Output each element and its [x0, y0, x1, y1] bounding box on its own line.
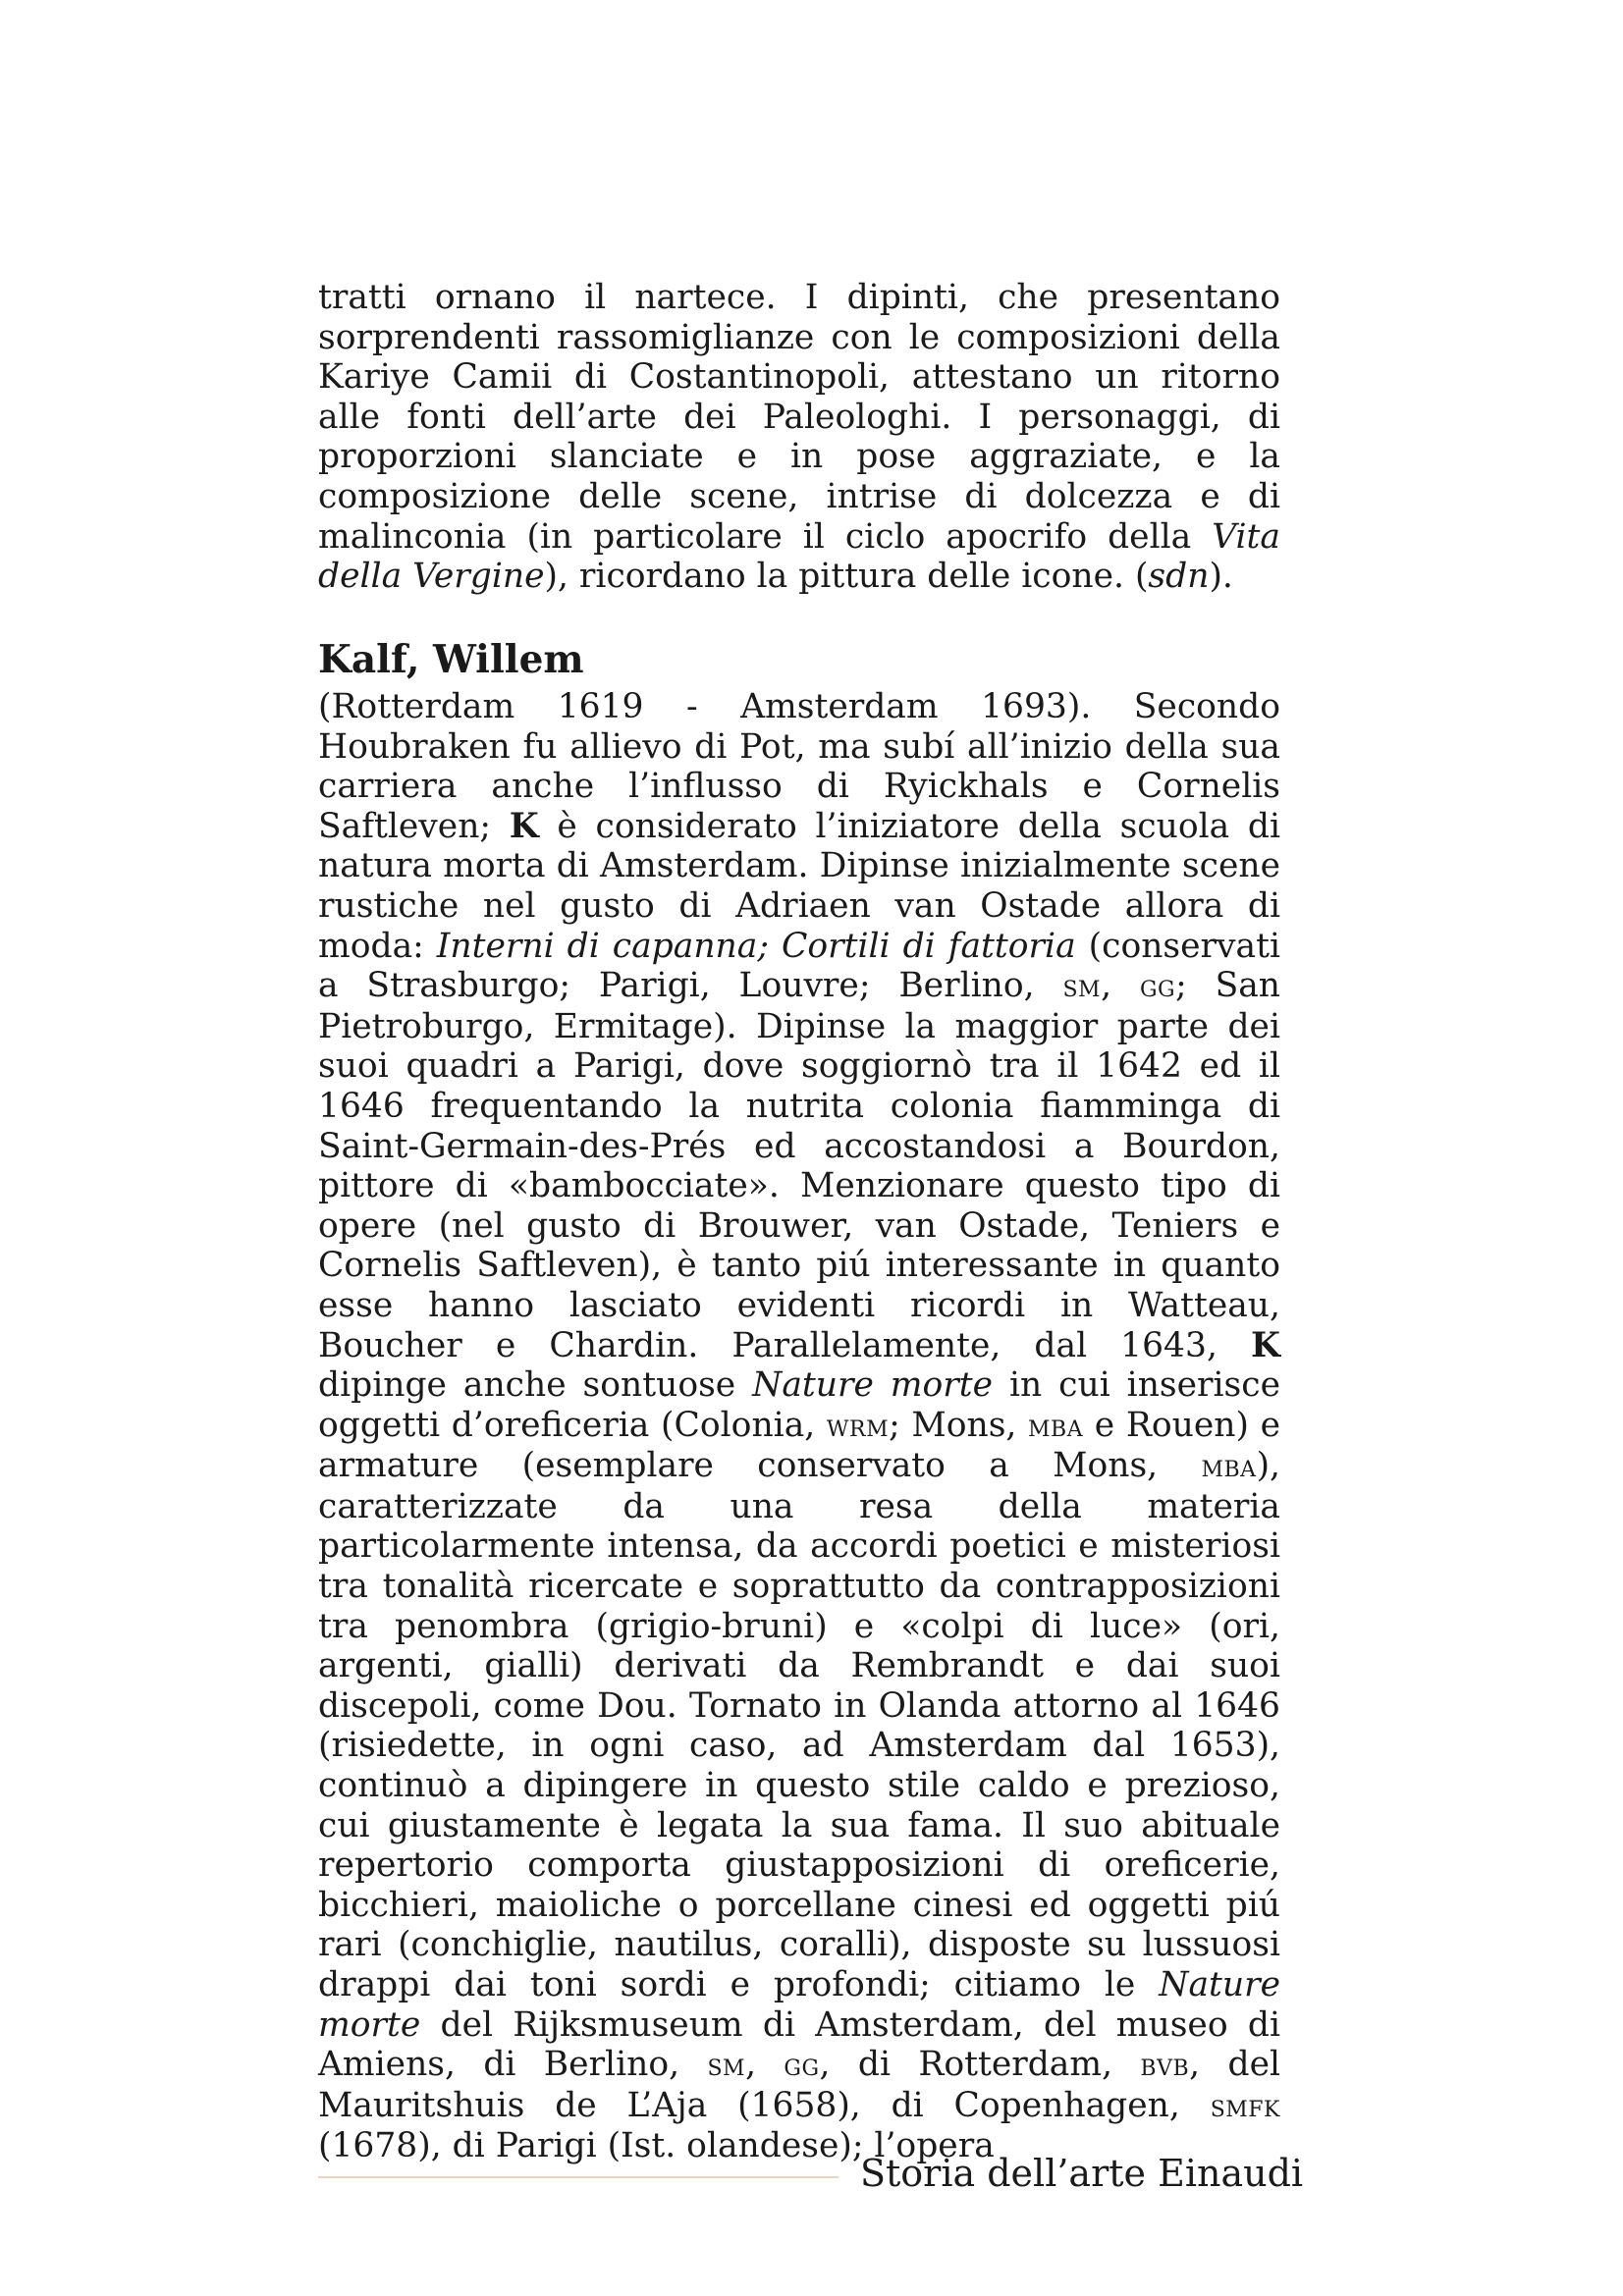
- text-segment: tratti ornano il nartece. I dipinti, che presentano sorprendenti rassomiglianze con le composizioni della Kariye Camii di Costantinopoli, attestano un ritorno alle fonti dell’arte dei Paleologhi. I personaggi, di proporzioni slanciate e in pose aggraziate, e la composizione delle scene, intrise di dolcezza e di malinconia (in particolare il ciclo apocrifo della: [318, 278, 1280, 557]
- italic-title: Vita della Vergine: [318, 516, 1280, 597]
- entry-heading: Kalf, Willem: [318, 637, 584, 682]
- text-segment: in cui inserisce oggetti d’oreficeria (Colonia,: [318, 1365, 1281, 1445]
- text-segment: del Rijksmuseum di Amsterdam, del museo di Amiens, di Berlino,: [318, 2004, 1280, 2085]
- abbreviation: bvb: [1140, 2048, 1190, 2084]
- entry-text: [318, 687, 1280, 2166]
- text-segment: ,: [1101, 966, 1140, 1006]
- italic-title: Nature morte: [752, 1365, 994, 1406]
- text-segment: dipinge anche sontuose: [318, 1365, 753, 1406]
- author-initials: sdn: [1148, 557, 1210, 597]
- text-segment: (Rotterdam 1619 - Amsterdam 1693). Secondo Houbraken fu allievo di Pot, ma subí all’inizio della sua carriera anche l’influsso di Ryickhals e Cornelis Saftleven;: [318, 687, 1280, 846]
- abbreviation: sm: [707, 2048, 746, 2084]
- text-segment: ).: [1209, 557, 1233, 597]
- text-segment: è considerato l’iniziatore della scuola di natura morta di Amsterdam. Dipinse inizialmente scene rustiche nel gusto di Adriaen van Ostade allora di moda:: [318, 806, 1280, 966]
- abbreviation: smfk: [1210, 2088, 1280, 2124]
- footer-title: Storia dell’arte Einaudi: [860, 2152, 1304, 2195]
- entry-initial: K: [1251, 1325, 1280, 1365]
- abbreviation: gg: [784, 2048, 820, 2084]
- text-segment: e Rouen) e armature (esemplare conservato a Mons,: [318, 1405, 1280, 1486]
- entry-body: [318, 687, 1280, 2166]
- text-segment: ; Mons,: [889, 1405, 1029, 1445]
- text-segment: ), caratterizzate da una resa della materia particolarmente intensa, da accordi poetici e misteriosi tra tonalità ricercate e soprattutto da contrapposizioni tra penombra (grigio-bruni) e «colpi di luce» (ori, argenti, gialli) derivati da Rembrandt e dai suoi discepoli, come Dou. Tornato in Olanda attorno al 1646 (risiedette, in ogni caso, ad Amsterdam dal 1653), continuò a dipingere in questo stile caldo e prezioso, cui giustamente è legata la sua fama. Il suo abituale repertorio comporta giustapposizioni di oreficerie, bicchieri, maioliche o porcellane cinesi ed oggetti piú rari (conchiglie, nautilus, coralli), disposte su lussuosi drappi dai toni sordi e profondi; citiamo le: [318, 1446, 1280, 2004]
- text-segment: ), ricordano la pittura delle icone. (: [544, 557, 1149, 597]
- entry-initial: K: [509, 806, 539, 846]
- italic-title: Nature morte: [318, 1965, 1280, 2045]
- text-segment: , del Mauritshuis de L’Aja (1658), di Copenhagen,: [318, 2045, 1281, 2125]
- continuation-paragraph: [318, 278, 1280, 597]
- abbreviation: mba: [1028, 1408, 1084, 1444]
- text-segment: (1678), di Parigi (Ist. olandese); l’opera: [318, 2126, 995, 2166]
- text-segment: , di Rotterdam,: [819, 2045, 1141, 2085]
- abbreviation: wrm: [826, 1408, 890, 1444]
- continuation-text: [318, 278, 1280, 597]
- italic-title: Interni di capanna; Cortili di fattoria: [436, 926, 1076, 966]
- text-segment: ; San Pietroburgo, Ermitage). Dipinse la maggior parte dei suoi quadri a Parigi, dove soggiornò tra il 1642 ed il 1646 frequentando la nutrita colonia fiamminga di Saint-Germain-des-Prés ed accostandosi a Bourdon, pittore di «bambocciate». Menzionare questo tipo di opere (nel gusto di Brouwer, van Ostade, Teniers e Cornelis Saftleven), è tanto piú interessante in quanto esse hanno lasciato evidenti ricordi in Watteau, Boucher e Chardin. Parallelamente, dal 1643,: [318, 966, 1281, 1365]
- abbreviation: gg: [1139, 969, 1176, 1005]
- footer-rule: [318, 2176, 839, 2178]
- text-segment: ,: [745, 2045, 784, 2085]
- abbreviation: sm: [1062, 969, 1102, 1005]
- abbreviation: mba: [1201, 1449, 1257, 1485]
- text-segment: (conservati a Strasburgo; Parigi, Louvre; Berlino,: [318, 926, 1281, 1006]
